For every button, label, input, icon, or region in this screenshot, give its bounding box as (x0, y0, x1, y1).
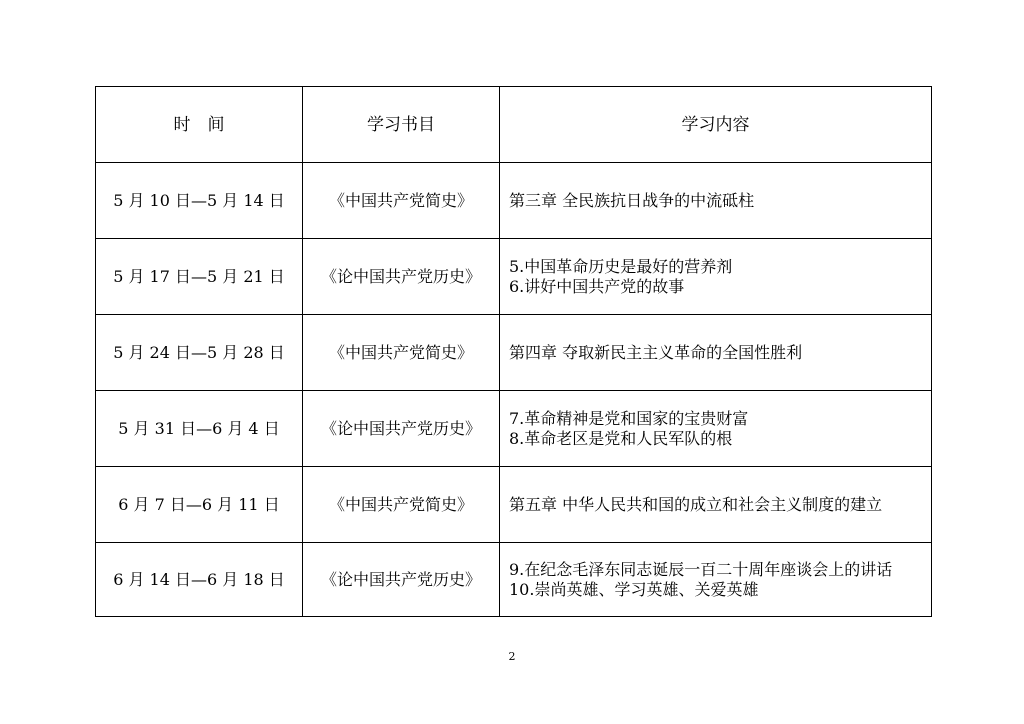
row-content (500, 543, 932, 617)
row-time: 5 月 10 日—5 月 14 日 (96, 163, 303, 239)
page-number: 2 (508, 650, 516, 663)
table-row (96, 543, 932, 617)
row-content (500, 391, 932, 467)
row-book: 《中国共产党简史》 (303, 467, 500, 543)
content-line: 8.革命老区是党和人民军队的根 (509, 428, 733, 448)
content-line: 10.崇尚英雄、学习英雄、关爱英雄 (509, 579, 759, 599)
table-row (96, 467, 932, 543)
row-book: 《论中国共产党历史》 (303, 239, 500, 315)
study-schedule-table (95, 86, 932, 617)
row-time: 5 月 17 日—5 月 21 日 (96, 239, 303, 315)
row-time: 6 月 14 日—6 月 18 日 (96, 543, 303, 617)
row-time: 5 月 24 日—5 月 28 日 (96, 315, 303, 391)
row-content (500, 239, 932, 315)
content-line: 7.革命精神是党和国家的宝贵财富 (509, 408, 749, 428)
row-time: 5 月 31 日—6 月 4 日 (96, 391, 303, 467)
header-content: 学习内容 (500, 87, 932, 163)
table-header-row (96, 87, 932, 163)
row-book: 《论中国共产党历史》 (303, 391, 500, 467)
header-time: 时 间 (96, 87, 303, 163)
row-book: 《中国共产党简史》 (303, 315, 500, 391)
row-book: 《论中国共产党历史》 (303, 543, 500, 617)
content-line: 6.讲好中国共产党的故事 (509, 276, 685, 296)
content-line: 9.在纪念毛泽东同志诞辰一百二十周年座谈会上的讲话 (509, 559, 893, 579)
content-line: 第三章 全民族抗日战争的中流砥柱 (509, 190, 755, 210)
content-line: 第五章 中华人民共和国的成立和社会主义制度的建立 (509, 494, 883, 514)
row-content (500, 467, 932, 543)
content-line: 第四章 夺取新民主主义革命的全国性胜利 (509, 342, 803, 362)
table-row (96, 239, 932, 315)
row-content (500, 163, 932, 239)
header-book: 学习书目 (303, 87, 500, 163)
row-book: 《中国共产党简史》 (303, 163, 500, 239)
table-row (96, 315, 932, 391)
content-line: 5.中国革命历史是最好的营养剂 (509, 256, 733, 276)
row-content (500, 315, 932, 391)
table-row (96, 163, 932, 239)
table-row (96, 391, 932, 467)
row-time: 6 月 7 日—6 月 11 日 (96, 467, 303, 543)
